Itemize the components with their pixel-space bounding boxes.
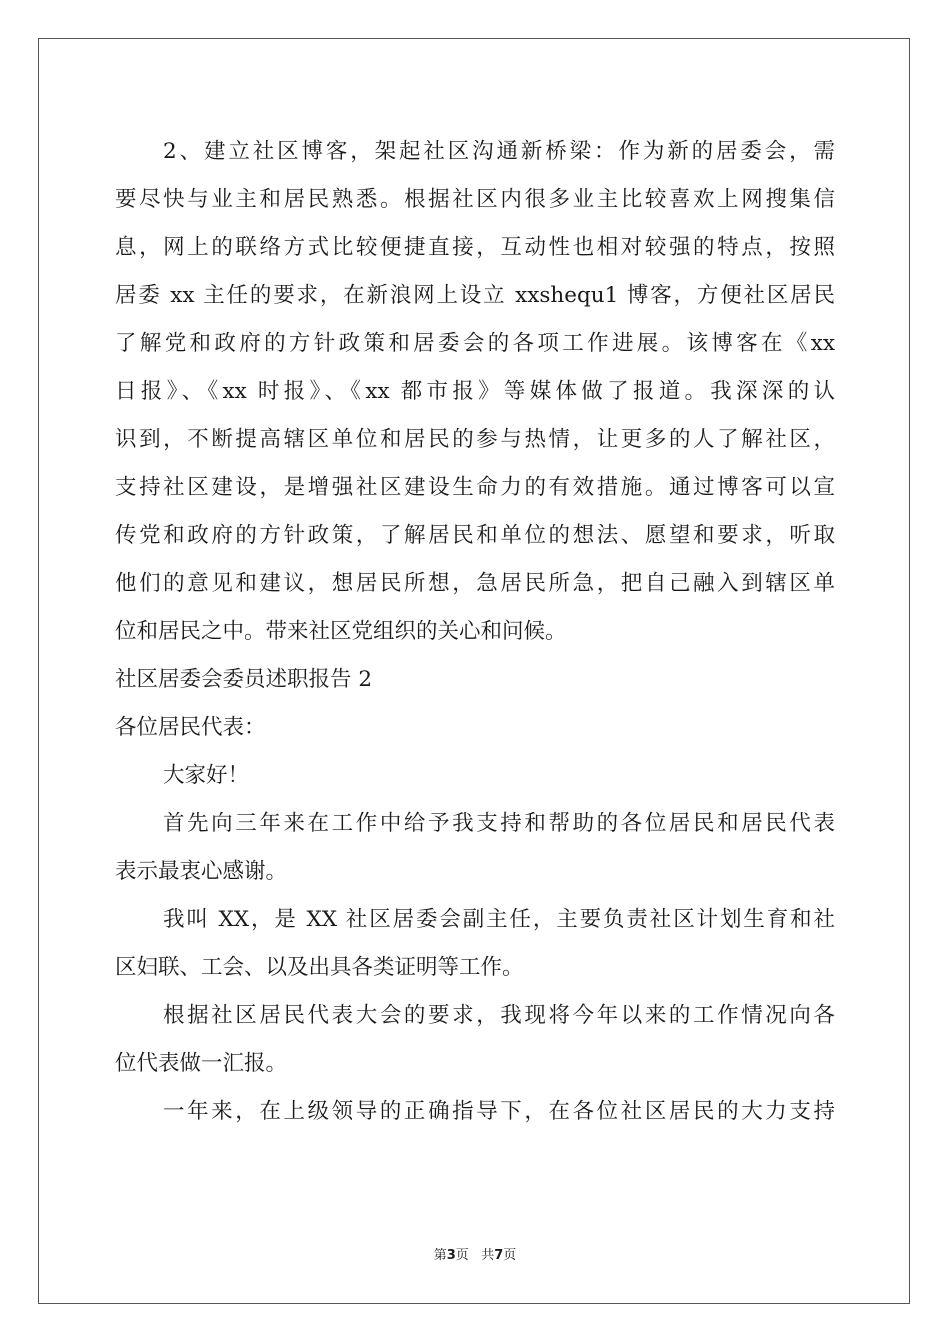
- paragraph-line: 位和居民之中。带来社区党组织的关心和问候。: [115, 619, 567, 644]
- paragraph-line: 息，网上的联络方式比较便捷直接，互动性也相对较强的特点，按照: [115, 235, 835, 260]
- paragraph-line: 传党和政府的方针政策，了解居民和单位的想法、愿望和要求，听取: [115, 523, 835, 548]
- report-title: 社区居委会委员述职报告 2: [115, 667, 373, 692]
- paragraph-line: 首先向三年来在工作中给予我支持和帮助的各位居民和居民代表: [163, 811, 835, 836]
- salutation: 各位居民代表：: [115, 715, 266, 740]
- page-prefix: 第: [433, 1248, 447, 1263]
- page-number: 3: [446, 1248, 456, 1263]
- paragraph-line: 根据社区居民代表大会的要求，我现将今年以来的工作情况向各: [163, 1003, 835, 1028]
- paragraph-line: 一年来，在上级领导的正确指导下，在各位社区居民的大力支持: [163, 1099, 835, 1124]
- paragraph-line: 要尽快与业主和居民熟悉。根据社区内很多业主比较喜欢上网搜集信: [115, 187, 835, 212]
- paragraph-line: 我叫 XX，是 XX 社区居委会副主任，主要负责社区计划生育和社: [163, 907, 835, 932]
- total-pages: 7: [494, 1248, 504, 1263]
- total-prefix: 共: [481, 1248, 495, 1263]
- total-suffix: 页: [503, 1248, 517, 1263]
- paragraph-line: 居委 xx 主任的要求，在新浪网上设立 xxshequ1 博客，方便社区居民: [115, 283, 835, 308]
- paragraph-line: 表示最衷心感谢。: [115, 859, 288, 884]
- paragraph-line: 他们的意见和建议，想居民所想，急居民所急，把自己融入到辖区单: [115, 571, 835, 596]
- greeting: 大家好！: [163, 763, 250, 788]
- paragraph-line: 支持社区建设，是增强社区建设生命力的有效措施。通过博客可以宣: [115, 475, 835, 500]
- paragraph-line: 位代表做一汇报。: [115, 1051, 288, 1076]
- page-suffix: 页: [455, 1248, 469, 1263]
- paragraph-line: 日报》、《xx 时报》、《xx 都市报》等媒体做了报道。我深深的认: [115, 379, 835, 404]
- document-body: [115, 128, 835, 1136]
- paragraph-line: 区妇联、工会、以及出具各类证明等工作。: [115, 955, 524, 980]
- paragraph-line: 识到，不断提高辖区单位和居民的参与热情，让更多的人了解社区，: [115, 427, 835, 452]
- paragraph-line: 2、建立社区博客，架起社区沟通新桥梁：作为新的居委会，需: [163, 139, 835, 164]
- page-footer: [0, 1244, 950, 1263]
- paragraph-line: 了解党和政府的方针政策和居委会的各项工作进展。该博客在《xx: [115, 331, 835, 356]
